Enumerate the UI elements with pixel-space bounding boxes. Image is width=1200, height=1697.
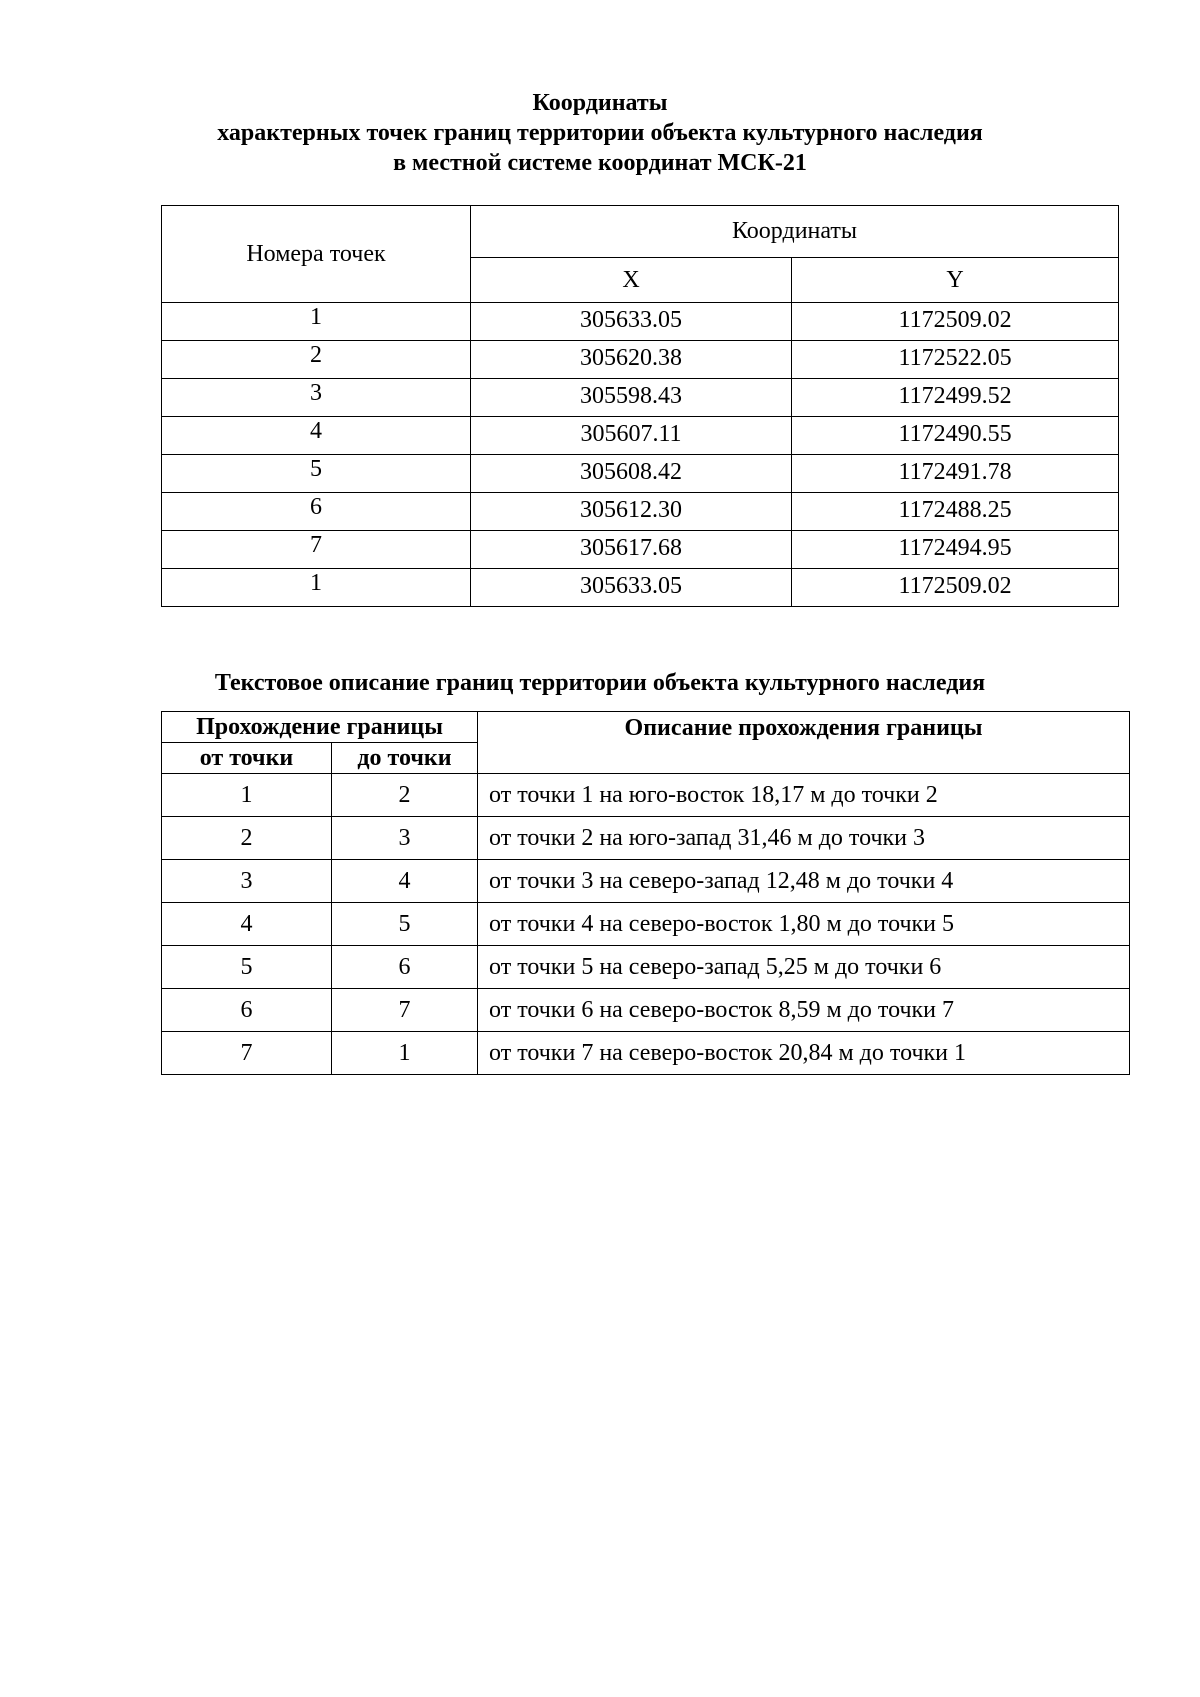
table-row: [162, 569, 1119, 607]
from-point-cell: 7: [162, 1032, 332, 1075]
title-line-3: в местной системе координат МСК-21: [393, 150, 807, 176]
table-row: [162, 860, 1130, 903]
from-point-cell: 2: [162, 817, 332, 860]
point-number-cell: 6: [162, 493, 471, 531]
document-title: [0, 88, 1200, 178]
x-coordinate-cell: 305617.68: [471, 531, 792, 569]
y-coordinate-cell: 1172490.55: [792, 417, 1119, 455]
x-coordinate-cell: 305608.42: [471, 455, 792, 493]
header-y: Y: [792, 258, 1119, 303]
from-point-cell: 1: [162, 774, 332, 817]
description-cell: от точки 5 на северо-запад 5,25 м до точки 6: [478, 946, 1130, 989]
to-point-cell: 6: [332, 946, 478, 989]
table-row: [162, 903, 1130, 946]
point-number-cell: 5: [162, 455, 471, 493]
coordinates-rows: [162, 303, 1119, 607]
point-number-cell: 1: [162, 569, 471, 607]
title-line-2: характерных точек границ территории объекта культурного наследия: [217, 120, 983, 146]
header-point-numbers: Номера точек: [162, 206, 471, 303]
to-point-cell: 5: [332, 903, 478, 946]
title-line-1: Координаты: [532, 90, 668, 116]
table-row: [162, 817, 1130, 860]
table-row: [162, 1032, 1130, 1075]
header-from-point: от точки: [162, 743, 332, 774]
to-point-cell: 2: [332, 774, 478, 817]
from-point-cell: 3: [162, 860, 332, 903]
table-row: [162, 303, 1119, 341]
point-number-cell: 2: [162, 341, 471, 379]
y-coordinate-cell: 1172491.78: [792, 455, 1119, 493]
table-row: [162, 774, 1130, 817]
point-number-cell: 4: [162, 417, 471, 455]
y-coordinate-cell: 1172488.25: [792, 493, 1119, 531]
description-cell: от точки 4 на северо-восток 1,80 м до точки 5: [478, 903, 1130, 946]
table-row: [162, 341, 1119, 379]
table-row: [162, 946, 1130, 989]
header-boundary-passage: Прохождение границы: [162, 712, 478, 743]
header-description: Описание прохождения границы: [478, 712, 1130, 774]
to-point-cell: 7: [332, 989, 478, 1032]
x-coordinate-cell: 305598.43: [471, 379, 792, 417]
table-row: [162, 531, 1119, 569]
from-point-cell: 5: [162, 946, 332, 989]
y-coordinate-cell: 1172509.02: [792, 569, 1119, 607]
y-coordinate-cell: 1172494.95: [792, 531, 1119, 569]
description-cell: от точки 6 на северо-восток 8,59 м до точки 7: [478, 989, 1130, 1032]
table-row: [162, 417, 1119, 455]
y-coordinate-cell: 1172499.52: [792, 379, 1119, 417]
table-row: [162, 989, 1130, 1032]
x-coordinate-cell: 305620.38: [471, 341, 792, 379]
table-row: [162, 379, 1119, 417]
to-point-cell: 3: [332, 817, 478, 860]
description-cell: от точки 3 на северо-запад 12,48 м до точки 4: [478, 860, 1130, 903]
x-coordinate-cell: 305633.05: [471, 569, 792, 607]
point-number-cell: 7: [162, 531, 471, 569]
header-to-point: до точки: [332, 743, 478, 774]
header-x: X: [471, 258, 792, 303]
description-cell: от точки 2 на юго-запад 31,46 м до точки 3: [478, 817, 1130, 860]
section-title: Текстовое описание границ территории объекта культурного наследия: [214, 670, 986, 696]
from-point-cell: 6: [162, 989, 332, 1032]
point-number-cell: 1: [162, 303, 471, 341]
x-coordinate-cell: 305633.05: [471, 303, 792, 341]
table-row: [162, 493, 1119, 531]
x-coordinate-cell: 305612.30: [471, 493, 792, 531]
y-coordinate-cell: 1172522.05: [792, 341, 1119, 379]
to-point-cell: 4: [332, 860, 478, 903]
to-point-cell: 1: [332, 1032, 478, 1075]
boundary-description-table: [161, 711, 1130, 1075]
from-point-cell: 4: [162, 903, 332, 946]
coordinates-table: [161, 205, 1119, 607]
description-cell: от точки 1 на юго-восток 18,17 м до точки 2: [478, 774, 1130, 817]
y-coordinate-cell: 1172509.02: [792, 303, 1119, 341]
point-number-cell: 3: [162, 379, 471, 417]
table-row: [162, 455, 1119, 493]
header-coordinates: Координаты: [471, 206, 1119, 258]
description-cell: от точки 7 на северо-восток 20,84 м до точки 1: [478, 1032, 1130, 1075]
description-rows: [162, 774, 1130, 1075]
x-coordinate-cell: 305607.11: [471, 417, 792, 455]
